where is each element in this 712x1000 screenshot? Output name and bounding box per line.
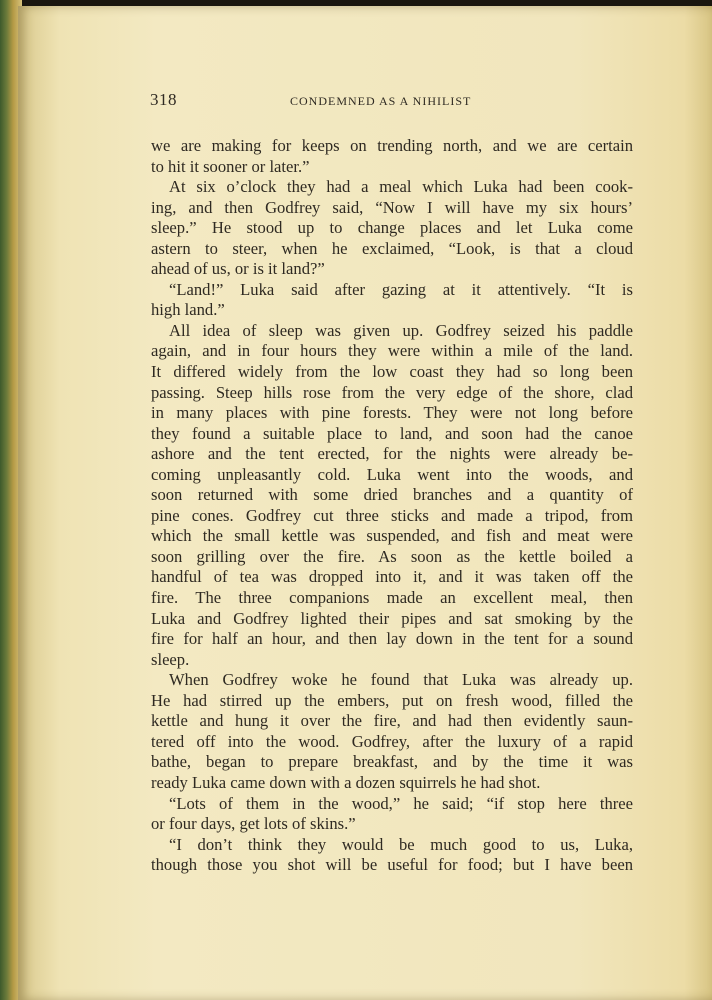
- text-line: When Godfrey woke he found that Luka was already up.: [169, 670, 633, 690]
- text-line: bathe, began to prepare breakfast, and by the time it was: [151, 752, 633, 772]
- text-line: “Lots of them in the wood,” he said; “if stop here three: [169, 793, 633, 813]
- text-line: high land.”: [151, 300, 225, 320]
- text-line: soon returned with some dried branches and a quantity of: [151, 485, 633, 505]
- text-line: or four days, get lots of skins.”: [151, 814, 356, 834]
- text-line: which the small kettle was suspended, and fish and meat were: [151, 526, 633, 546]
- text-line: handful of tea was dropped into it, and it was taken off the: [151, 567, 633, 587]
- text-line: they found a suitable place to land, and soon had the canoe: [151, 423, 633, 443]
- text-line: At six o’clock they had a meal which Luka had been cook-: [169, 177, 633, 197]
- text-line: “I don’t think they would be much good to us, Luka,: [169, 834, 633, 854]
- page-number: 318: [150, 90, 177, 109]
- text-line: to hit it sooner or later.”: [151, 156, 310, 176]
- running-head: [133, 90, 633, 116]
- running-title: CONDEMNED AS A NIHILIST: [290, 94, 472, 108]
- text-line: coming unpleasantly cold. Luka went into the woods, and: [151, 464, 633, 484]
- text-line: Luka and Godfrey lighted their pipes and sat smoking by the: [151, 608, 633, 628]
- text-line: astern to steer, when he exclaimed, “Look, is that a cloud: [151, 238, 633, 258]
- text-line: we are making for keeps on trending north, and we are certain: [151, 136, 633, 155]
- text-line: passing. Steep hills rose from the very edge of the shore, clad: [151, 382, 633, 402]
- text-line: fire for half an hour, and then lay down in the tent for a sound: [151, 629, 633, 649]
- text-line: ahead of us, or is it land?”: [151, 259, 325, 279]
- text-line: ready Luka came down with a dozen squirrels he had shot.: [151, 772, 541, 792]
- text-line: soon grilling over the fire. As soon as the kettle boiled a: [151, 546, 633, 566]
- text-line: sleep.: [151, 649, 190, 669]
- text-line: tered off into the wood. Godfrey, after the luxury of a rapid: [151, 731, 633, 751]
- text-line: “Land!” Luka said after gazing at it attentively. “It is: [169, 279, 633, 299]
- text-line: It differed widely from the low coast they had so long been: [151, 362, 633, 382]
- text-line: kettle and hung it over the fire, and had then evidently saun-: [151, 711, 633, 731]
- text-line: sleep.” He stood up to change places and let Luka come: [151, 218, 633, 238]
- text-line: He had stirred up the embers, put on fresh wood, filled the: [151, 690, 633, 710]
- body-text: [151, 136, 633, 876]
- page-content: [133, 90, 633, 876]
- book-page: [18, 6, 712, 1000]
- text-line: fire. The three companions made an excellent meal, then: [151, 588, 633, 608]
- text-line: ing, and then Godfrey said, “Now I will have my six hours’: [151, 197, 633, 217]
- text-line: pine cones. Godfrey cut three sticks and made a tripod, from: [151, 505, 633, 525]
- text-line: All idea of sleep was given up. Godfrey seized his paddle: [169, 320, 633, 340]
- text-line: in many places with pine forests. They were not long before: [151, 403, 633, 423]
- text-line: again, and in four hours they were within a mile of the land.: [151, 341, 633, 361]
- text-line: ashore and the tent erected, for the nights were already be-: [151, 444, 633, 464]
- text-line: though those you shot will be useful for food; but I have been: [151, 855, 633, 875]
